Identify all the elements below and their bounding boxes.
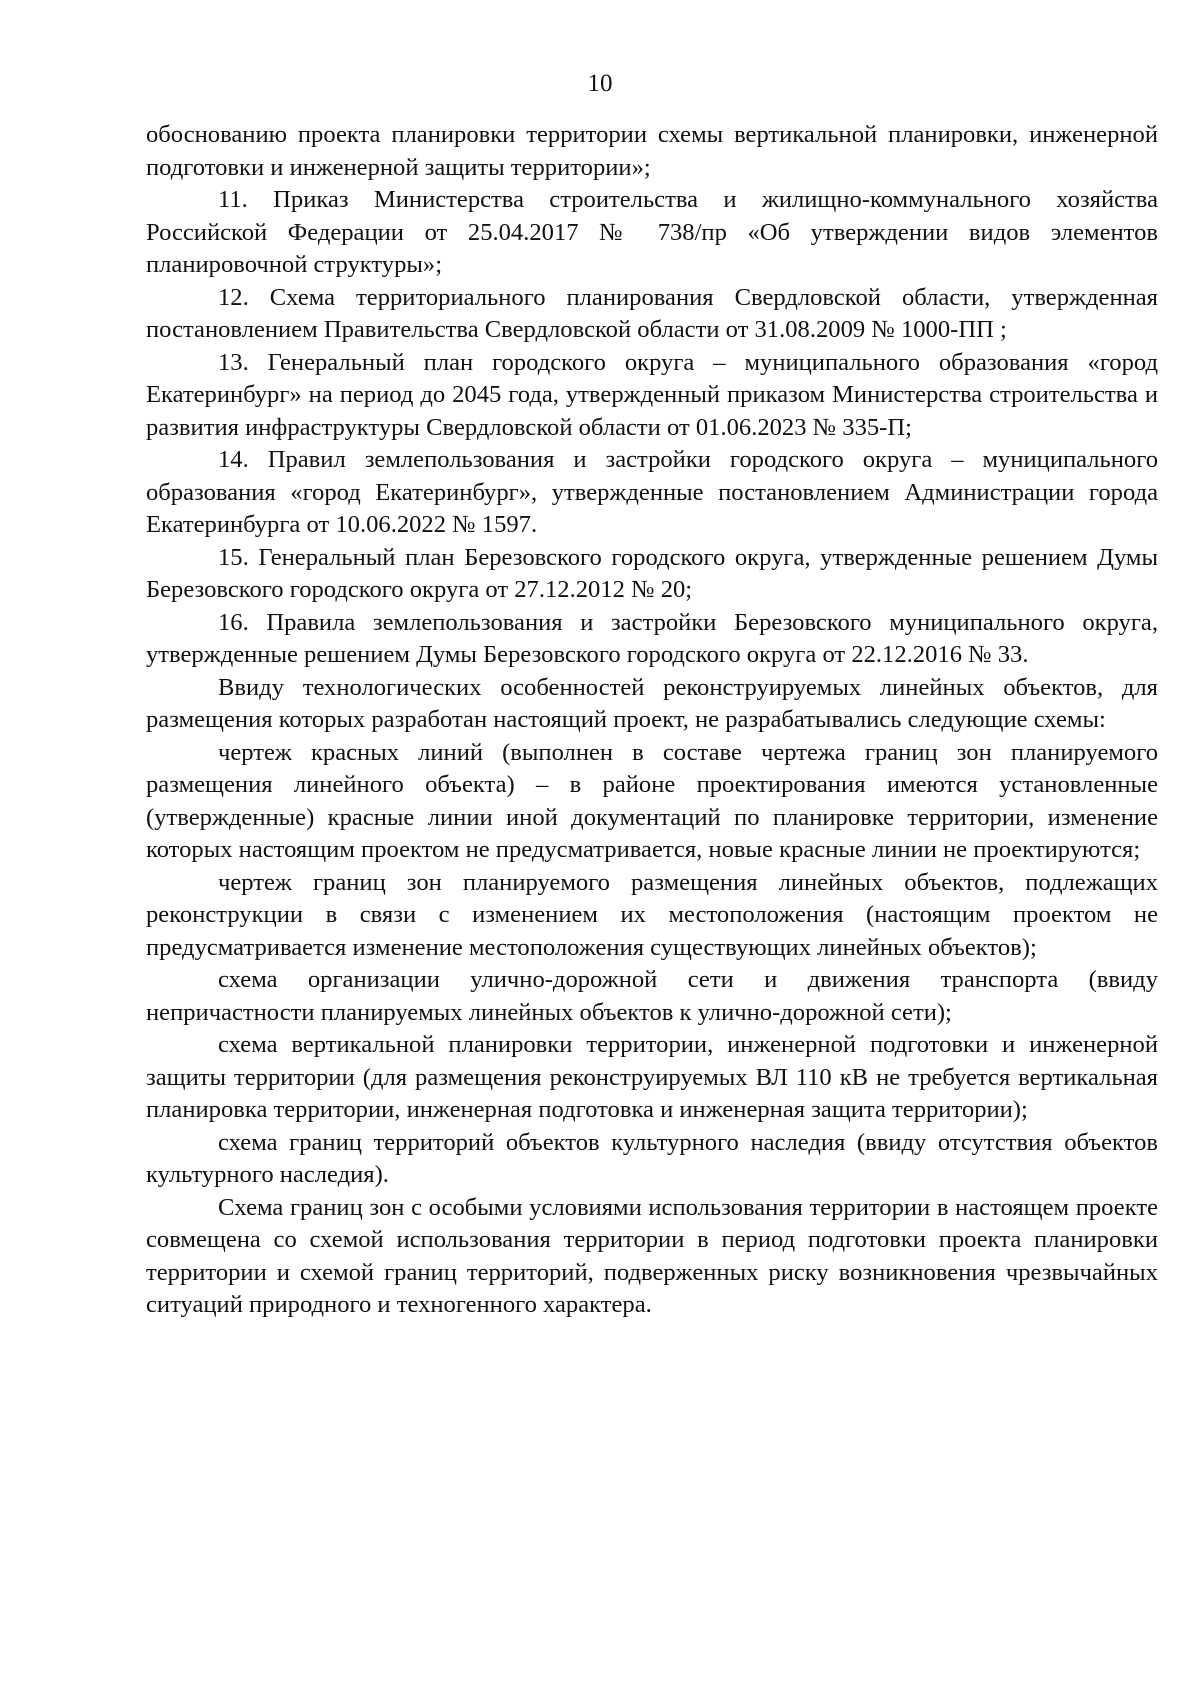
paragraph-road-network-scheme: схема организации улично-дорожной сети и движения транспорта (ввиду непричастности планируемых линейных объектов к улично-дорожной сети); xyxy=(146,966,1158,1026)
paragraph-red-lines-drawing: чертеж красных линий (выполнен в составе чертежа границ зон планируемого размещения линейного объекта) – в районе проектирования имеются установленные (утвержденные) красные линии иной документаций по планировке территории, изменение которых настоящим проектом не предусматривается, новые красные линии не проектируются; xyxy=(146,738,1158,863)
paragraph-special-zones-scheme: Схема границ зон с особыми условиями использования территории в настоящем проекте совмещена со схемой использования территории в период подготовки проекта планировки территории и схемой границ территорий, подверженных риску возникновения чрезвычайных ситуаций природного и техногенного характера. xyxy=(146,1193,1158,1318)
paragraph-continuation: обоснованию проекта планировки территории схемы вертикальной планировки, инженерной подготовки и инженерной защиты территории»; xyxy=(146,121,1158,181)
paragraph-item-13: 13. Генеральный план городского округа – муниципального образования «город Екатеринбург» на период до 2045 года, утвержденный приказом Министерства строительства и развития инфраструктуры Свердловской области от 01.06.2023 № 335-П; xyxy=(146,348,1158,441)
paragraph-item-15: 15. Генеральный план Березовского городского округа, утвержденные решением Думы Березовского городского округа от 27.12.2012 № 20; xyxy=(146,543,1158,603)
document-body xyxy=(146,119,1158,1322)
paragraph-item-16: 16. Правила землепользования и застройки Березовского муниципального округа, утвержденные решением Думы Березовского городского округа от 22.12.2016 № 33. xyxy=(146,608,1158,668)
page-number: 10 xyxy=(587,70,613,97)
paragraph-zone-boundaries-drawing: чертеж границ зон планируемого размещения линейных объектов, подлежащих реконструкции в связи с изменением их местоположения (настоящим проектом не предусматривается изменение местоположения существующих линейных объектов); xyxy=(146,868,1158,961)
paragraph-item-11: 11. Приказ Министерства строительства и жилищно-коммунального хозяйства Российской Федерации от 25.04.2017 № 738/пр «Об утверждении видов элементов планировочной структуры»; xyxy=(146,186,1158,278)
paragraph-cultural-heritage-scheme: схема границ территорий объектов культурного наследия (ввиду отсутствия объектов культурного наследия). xyxy=(146,1128,1158,1188)
paragraph-item-14: 14. Правил землепользования и застройки городского округа – муниципального образования «город Екатеринбург», утвержденные постановлением Администрации города Екатеринбурга от 10.06.2022 № 1597. xyxy=(146,446,1158,538)
paragraph-vertical-planning-scheme: схема вертикальной планировки территории, инженерной подготовки и инженерной защиты территории (для размещения реконструируемых ВЛ 110 кВ не требуется вертикальная планировка территории, инженерная подготовка и инженерная защита территории); xyxy=(146,1031,1158,1123)
paragraph-item-12: 12. Схема территориального планирования Свердловской области, утвержденная постановлением Правительства Свердловской области от 31.08.2009 № 1000-ПП ; xyxy=(146,283,1158,343)
paragraph-not-developed-intro: Ввиду технологических особенностей реконструируемых линейных объектов, для размещения которых разработан настоящий проект, не разрабатывались следующие схемы: xyxy=(146,673,1158,733)
